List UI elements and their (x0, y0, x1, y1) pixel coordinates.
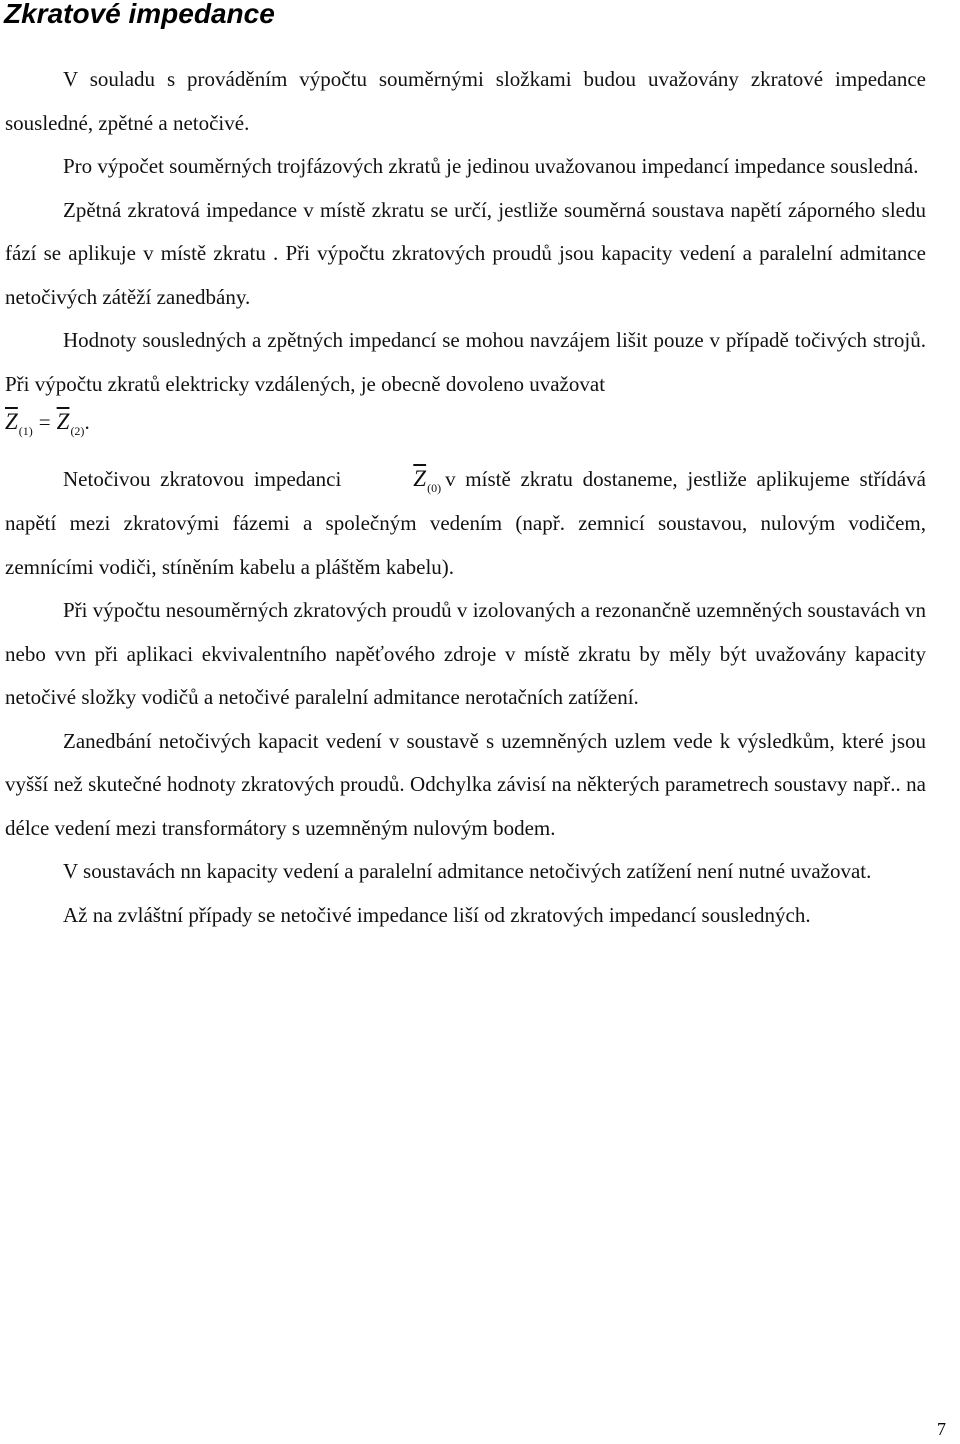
paragraph-8: V soustavách nn kapacity vedení a paralelní admitance netočivých zatížení není nutné uvažovat. (63, 859, 872, 883)
page-number: 7 (937, 1419, 946, 1439)
section-heading: Zkratové impedance (4, 0, 275, 29)
paragraph-9: Až na zvláštní případy se netočivé impedance liší od zkratových impedancí sousledných. (63, 902, 811, 927)
formula-equals-sign: = (38, 410, 51, 434)
paragraph-5-intro: Netočivou zkratovou impedanci (63, 467, 342, 491)
formula-z0 (355, 459, 441, 502)
paragraph-7: Zanedbání netočivých kapacit vedení v soustavě s uzemněných uzlem vede k výsledkům, které jsou vyšší než skutečné hodnoty zkratových proudů. Odchylka závisí na některých parametrech soustavy např.. na délce vedení mezi transformátory s uzemněným nulovým bodem. (5, 728, 926, 840)
formula-z0-symbol: $\overline{Z}$ (413, 466, 427, 491)
formula-period: . (84, 410, 90, 434)
formula-z1-equals-z2 (5, 402, 926, 458)
formula-z1-symbol: $\overline{Z}$ (5, 409, 18, 434)
formula-z0-subscript: (0) (427, 481, 442, 495)
paragraph-5-rest: v místě zkratu dostaneme, jestliže aplikujeme střídává napětí mezi zkratovými fázemi a společným vedením (např. zemnicí soustavou, nulovým vodičem, zemnícími vodiči, stíněním kabelu a pláštěm kabelu). (5, 467, 926, 579)
paragraph-5 (5, 458, 926, 589)
body-text (5, 58, 926, 937)
paragraph-4: Hodnoty sousledných a zpětných impedancí se mohou navzájem lišit pouze v případě točivých strojů. Při výpočtu zkratů elektricky vzdálených, je obecně dovoleno uvažovat (5, 328, 926, 396)
formula-z2-symbol: $\overline{Z}$ (56, 409, 70, 434)
paragraph-6: Při výpočtu nesouměrných zkratových proudů v izolovaných a rezonančně uzemněných soustavách vn nebo vvn při aplikaci ekvivalentního napěťového zdroje v místě zkratu by měly být uvažovány kapacity netočivé složky vodičů a netočivé paralelní admitance nerotačních zatížení. (5, 598, 926, 709)
paragraph-1: V souladu s prováděním výpočtu souměrnými složkami budou uvažovány zkratové impedance sousledné, zpětné a netočivé. (5, 67, 926, 135)
paragraph-3: Zpětná zkratová impedance v místě zkratu se určí, jestliže souměrná soustava napětí záporného sledu fází se aplikuje v místě zkratu . Při výpočtu zkratových proudů jsou kapacity vedení a paralelní admitance netočivých zátěží zanedbány. (5, 197, 926, 309)
formula-z2-subscript: (2) (70, 424, 85, 438)
formula-z1-subscript: (1) (18, 424, 33, 438)
paragraph-2: Pro výpočet souměrných trojfázových zkratů je jedinou uvažovanou impedancí impedance sousledná. (63, 154, 919, 178)
